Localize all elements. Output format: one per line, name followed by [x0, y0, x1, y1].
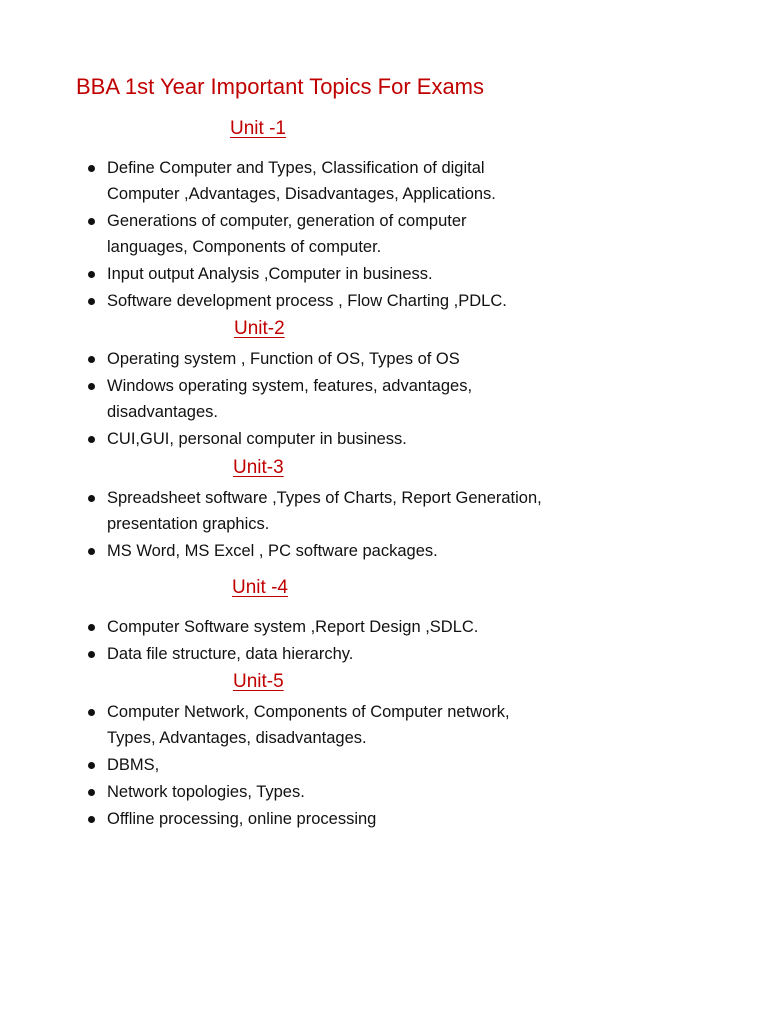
bullet-icon [88, 165, 95, 172]
bullet-icon [88, 816, 95, 823]
bullet-icon [88, 218, 95, 225]
topic-text: DBMS, [107, 756, 160, 774]
list-item [88, 426, 547, 452]
unit-5-heading: Unit-5 [233, 671, 284, 692]
bullet-icon [88, 789, 95, 796]
topic-text: Network topologies, Types. [107, 783, 305, 801]
topic-text: MS Word, MS Excel , PC software packages. [107, 542, 438, 560]
topic-text: Operating system , Function of OS, Types of OS [107, 350, 460, 368]
topic-text: Windows operating system, features, advantages, disadvantages. [107, 377, 473, 421]
list-item [88, 614, 547, 640]
bullet-icon [88, 624, 95, 631]
list-item [88, 485, 547, 537]
bullet-icon [88, 383, 95, 390]
list-item [88, 288, 547, 314]
bullet-icon [88, 548, 95, 555]
list-item [88, 155, 547, 207]
list-item [88, 261, 547, 287]
topic-text: Spreadsheet software ,Types of Charts, Report Generation, presentation graphics. [107, 489, 542, 533]
list-item [88, 806, 547, 832]
bullet-icon [88, 356, 95, 363]
unit-3-heading: Unit-3 [233, 457, 284, 478]
bullet-icon [88, 271, 95, 278]
list-item [88, 373, 547, 425]
unit-4-heading: Unit -4 [232, 577, 288, 598]
topic-text: Software development process , Flow Charting ,PDLC. [107, 292, 507, 310]
list-item [88, 779, 547, 805]
list-item [88, 641, 547, 667]
list-item [88, 346, 547, 372]
list-item [88, 699, 547, 751]
topic-text: CUI,GUI, personal computer in business. [107, 430, 407, 448]
unit-4-topic-list [88, 614, 547, 668]
topic-text: Define Computer and Types, Classification of digital Computer ,Advantages, Disadvantages, Applications. [107, 159, 496, 203]
topic-text: Computer Network, Components of Computer network, Types, Advantages, disadvantages. [107, 703, 510, 747]
topic-text: Offline processing, online processing [107, 810, 377, 828]
bullet-icon [88, 651, 95, 658]
unit-2-heading: Unit-2 [234, 318, 285, 339]
unit-5-topic-list [88, 699, 547, 833]
bullet-icon [88, 298, 95, 305]
topic-text: Data file structure, data hierarchy. [107, 645, 354, 663]
topic-text: Generations of computer, generation of computer languages, Components of computer. [107, 212, 467, 256]
bullet-icon [88, 495, 95, 502]
bullet-icon [88, 436, 95, 443]
list-item [88, 208, 547, 260]
unit-2-topic-list [88, 346, 547, 453]
page-title: BBA 1st Year Important Topics For Exams [76, 74, 485, 99]
topic-text: Input output Analysis ,Computer in business. [107, 265, 433, 283]
unit-1-heading: Unit -1 [230, 118, 286, 139]
topic-text: Computer Software system ,Report Design ,SDLC. [107, 618, 479, 636]
unit-3-topic-list [88, 485, 547, 565]
unit-1-topic-list [88, 155, 547, 315]
list-item [88, 538, 547, 564]
bullet-icon [88, 709, 95, 716]
bullet-icon [88, 762, 95, 769]
list-item [88, 752, 547, 778]
